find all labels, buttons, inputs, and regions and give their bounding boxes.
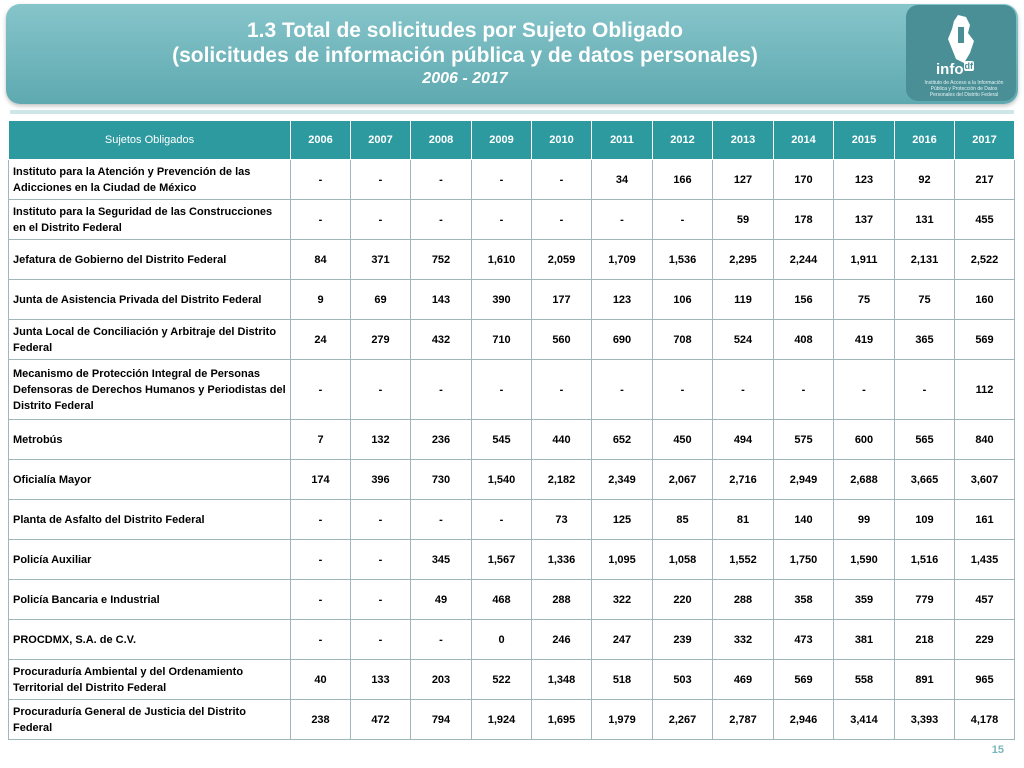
cell-value: 40 bbox=[291, 660, 351, 700]
cell-value: 396 bbox=[351, 460, 411, 500]
cell-value: 450 bbox=[653, 420, 713, 460]
cell-value: 1,979 bbox=[592, 700, 653, 740]
cell-value: 236 bbox=[411, 420, 472, 460]
row-subject: Procuraduría Ambiental y del Ordenamiento Territorial del Distrito Federal bbox=[9, 660, 291, 700]
cell-value: 522 bbox=[472, 660, 532, 700]
cell-value: 390 bbox=[472, 280, 532, 320]
cell-value: 288 bbox=[532, 580, 592, 620]
cell-value: 503 bbox=[653, 660, 713, 700]
title-years: 2006 - 2017 bbox=[422, 70, 508, 87]
cell-value: - bbox=[472, 160, 532, 200]
row-subject: Policía Bancaria e Industrial bbox=[9, 580, 291, 620]
divider bbox=[10, 110, 1014, 114]
cell-value: - bbox=[351, 200, 411, 240]
cell-value: 1,590 bbox=[834, 540, 895, 580]
row-subject: Junta de Asistencia Privada del Distrito Federal bbox=[9, 280, 291, 320]
table-row bbox=[9, 280, 1015, 320]
cell-value: 440 bbox=[532, 420, 592, 460]
header-year: 2017 bbox=[955, 121, 1015, 160]
cell-value: 518 bbox=[592, 660, 653, 700]
header-year: 2013 bbox=[713, 121, 774, 160]
cell-value: - bbox=[411, 160, 472, 200]
table-row bbox=[9, 200, 1015, 240]
cell-value: 3,414 bbox=[834, 700, 895, 740]
row-subject: Policía Auxiliar bbox=[9, 540, 291, 580]
cell-value: 288 bbox=[713, 580, 774, 620]
cell-value: 524 bbox=[713, 320, 774, 360]
cell-value: 752 bbox=[411, 240, 472, 280]
cell-value: 569 bbox=[955, 320, 1015, 360]
logo-subtitle: Instituto de Acceso a la Información Pública y Protección de Datos Personales del Distrito Federal bbox=[924, 80, 1004, 98]
cell-value: 203 bbox=[411, 660, 472, 700]
cell-value: 170 bbox=[774, 160, 834, 200]
cell-value: - bbox=[834, 360, 895, 420]
cell-value: 34 bbox=[592, 160, 653, 200]
cell-value: 730 bbox=[411, 460, 472, 500]
cell-value: 2,349 bbox=[592, 460, 653, 500]
cell-value: 1,610 bbox=[472, 240, 532, 280]
cell-value: 1,709 bbox=[592, 240, 653, 280]
title-line-1: 1.3 Total de solicitudes por Sujeto Obligado bbox=[247, 19, 683, 42]
header-year: 2012 bbox=[653, 121, 713, 160]
infodf-logo bbox=[906, 5, 1016, 101]
cell-value: 779 bbox=[895, 580, 955, 620]
header-year: 2009 bbox=[472, 121, 532, 160]
cell-value: 419 bbox=[834, 320, 895, 360]
cell-value: 1,095 bbox=[592, 540, 653, 580]
table-row bbox=[9, 240, 1015, 280]
cell-value: 2,267 bbox=[653, 700, 713, 740]
cell-value: 1,924 bbox=[472, 700, 532, 740]
cell-value: 160 bbox=[955, 280, 1015, 320]
table-row bbox=[9, 160, 1015, 200]
row-subject: Instituto para la Atención y Prevención de las Adicciones en la Ciudad de México bbox=[9, 160, 291, 200]
title-line-2: (solicitudes de información pública y de datos personales) bbox=[172, 44, 758, 67]
row-subject: Planta de Asfalto del Distrito Federal bbox=[9, 500, 291, 540]
cell-value: 558 bbox=[834, 660, 895, 700]
cell-value: - bbox=[592, 360, 653, 420]
cell-value: 472 bbox=[351, 700, 411, 740]
cell-value: 1,695 bbox=[532, 700, 592, 740]
cell-value: - bbox=[411, 500, 472, 540]
row-subject: Instituto para la Seguridad de las Construcciones en el Distrito Federal bbox=[9, 200, 291, 240]
cell-value: 7 bbox=[291, 420, 351, 460]
header-year: 2008 bbox=[411, 121, 472, 160]
cell-value: - bbox=[291, 200, 351, 240]
table-row bbox=[9, 500, 1015, 540]
cell-value: 1,567 bbox=[472, 540, 532, 580]
cell-value: - bbox=[291, 580, 351, 620]
cell-value: 359 bbox=[834, 580, 895, 620]
row-subject: Procuraduría General de Justicia del Distrito Federal bbox=[9, 700, 291, 740]
cell-value: 2,182 bbox=[532, 460, 592, 500]
cell-value: 455 bbox=[955, 200, 1015, 240]
cell-value: - bbox=[291, 360, 351, 420]
cell-value: 84 bbox=[291, 240, 351, 280]
row-subject: Jefatura de Gobierno del Distrito Federal bbox=[9, 240, 291, 280]
table-row bbox=[9, 460, 1015, 500]
cell-value: 239 bbox=[653, 620, 713, 660]
page-number: 15 bbox=[991, 744, 1004, 756]
cell-value: 133 bbox=[351, 660, 411, 700]
cell-value: 840 bbox=[955, 420, 1015, 460]
cell-value: - bbox=[291, 500, 351, 540]
cell-value: 432 bbox=[411, 320, 472, 360]
cell-value: 2,716 bbox=[713, 460, 774, 500]
header-year: 2014 bbox=[774, 121, 834, 160]
cell-value: 1,348 bbox=[532, 660, 592, 700]
cell-value: 9 bbox=[291, 280, 351, 320]
cell-value: 322 bbox=[592, 580, 653, 620]
cell-value: - bbox=[653, 360, 713, 420]
cell-value: 565 bbox=[895, 420, 955, 460]
cell-value: 575 bbox=[774, 420, 834, 460]
header-subject: Sujetos Obligados bbox=[9, 121, 291, 160]
cell-value: 690 bbox=[592, 320, 653, 360]
cell-value: 408 bbox=[774, 320, 834, 360]
cell-value: 217 bbox=[955, 160, 1015, 200]
header-year: 2015 bbox=[834, 121, 895, 160]
cell-value: 3,607 bbox=[955, 460, 1015, 500]
row-subject: Mecanismo de Protección Integral de Personas Defensoras de Derechos Humanos y Periodistas del Distrito Federal bbox=[9, 360, 291, 420]
header-year: 2010 bbox=[532, 121, 592, 160]
cell-value: 2,688 bbox=[834, 460, 895, 500]
cell-value: 161 bbox=[955, 500, 1015, 540]
cell-value: 92 bbox=[895, 160, 955, 200]
table-row bbox=[9, 660, 1015, 700]
cell-value: 247 bbox=[592, 620, 653, 660]
cell-value: 1,435 bbox=[955, 540, 1015, 580]
cell-value: 119 bbox=[713, 280, 774, 320]
title-banner bbox=[6, 4, 1018, 104]
cell-value: 132 bbox=[351, 420, 411, 460]
cell-value: 1,536 bbox=[653, 240, 713, 280]
cell-value: 2,244 bbox=[774, 240, 834, 280]
cell-value: 218 bbox=[895, 620, 955, 660]
cell-value: 2,131 bbox=[895, 240, 955, 280]
cell-value: 123 bbox=[592, 280, 653, 320]
header-year: 2007 bbox=[351, 121, 411, 160]
cell-value: 178 bbox=[774, 200, 834, 240]
cell-value: 75 bbox=[834, 280, 895, 320]
table-row bbox=[9, 360, 1015, 420]
cell-value: 365 bbox=[895, 320, 955, 360]
cell-value: 238 bbox=[291, 700, 351, 740]
cell-value: 106 bbox=[653, 280, 713, 320]
cell-value: 24 bbox=[291, 320, 351, 360]
cell-value: 2,787 bbox=[713, 700, 774, 740]
cell-value: 220 bbox=[653, 580, 713, 620]
requests-table bbox=[8, 120, 1015, 740]
header-year: 2011 bbox=[592, 121, 653, 160]
cell-value: 332 bbox=[713, 620, 774, 660]
header-year: 2006 bbox=[291, 121, 351, 160]
cell-value: 140 bbox=[774, 500, 834, 540]
cell-value: 279 bbox=[351, 320, 411, 360]
mexico-city-map-icon bbox=[946, 13, 976, 65]
row-subject: Junta Local de Conciliación y Arbitraje del Distrito Federal bbox=[9, 320, 291, 360]
cell-value: 708 bbox=[653, 320, 713, 360]
cell-value: 85 bbox=[653, 500, 713, 540]
cell-value: 127 bbox=[713, 160, 774, 200]
cell-value: 174 bbox=[291, 460, 351, 500]
cell-value: - bbox=[592, 200, 653, 240]
cell-value: - bbox=[532, 160, 592, 200]
cell-value: 246 bbox=[532, 620, 592, 660]
cell-value: - bbox=[774, 360, 834, 420]
cell-value: - bbox=[351, 160, 411, 200]
cell-value: - bbox=[291, 620, 351, 660]
cell-value: - bbox=[351, 360, 411, 420]
cell-value: 49 bbox=[411, 580, 472, 620]
cell-value: 109 bbox=[895, 500, 955, 540]
cell-value: 2,059 bbox=[532, 240, 592, 280]
cell-value: 69 bbox=[351, 280, 411, 320]
cell-value: 965 bbox=[955, 660, 1015, 700]
cell-value: 229 bbox=[955, 620, 1015, 660]
cell-value: 1,911 bbox=[834, 240, 895, 280]
cell-value: - bbox=[291, 540, 351, 580]
cell-value: 81 bbox=[713, 500, 774, 540]
cell-value: - bbox=[472, 500, 532, 540]
cell-value: 73 bbox=[532, 500, 592, 540]
cell-value: 125 bbox=[592, 500, 653, 540]
cell-value: 468 bbox=[472, 580, 532, 620]
row-subject: Oficialía Mayor bbox=[9, 460, 291, 500]
table-row bbox=[9, 420, 1015, 460]
cell-value: - bbox=[472, 200, 532, 240]
cell-value: 560 bbox=[532, 320, 592, 360]
cell-value: 1,540 bbox=[472, 460, 532, 500]
cell-value: 143 bbox=[411, 280, 472, 320]
cell-value: 457 bbox=[955, 580, 1015, 620]
cell-value: 2,522 bbox=[955, 240, 1015, 280]
cell-value: 469 bbox=[713, 660, 774, 700]
cell-value: 473 bbox=[774, 620, 834, 660]
cell-value: 1,516 bbox=[895, 540, 955, 580]
cell-value: - bbox=[532, 200, 592, 240]
cell-value: 891 bbox=[895, 660, 955, 700]
cell-value: 794 bbox=[411, 700, 472, 740]
cell-value: - bbox=[411, 620, 472, 660]
cell-value: - bbox=[895, 360, 955, 420]
header-year: 2016 bbox=[895, 121, 955, 160]
cell-value: - bbox=[351, 500, 411, 540]
row-subject: PROCDMX, S.A. de C.V. bbox=[9, 620, 291, 660]
cell-value: 1,336 bbox=[532, 540, 592, 580]
cell-value: 2,946 bbox=[774, 700, 834, 740]
cell-value: 75 bbox=[895, 280, 955, 320]
cell-value: 0 bbox=[472, 620, 532, 660]
cell-value: 123 bbox=[834, 160, 895, 200]
cell-value: - bbox=[532, 360, 592, 420]
cell-value: 99 bbox=[834, 500, 895, 540]
cell-value: 1,552 bbox=[713, 540, 774, 580]
cell-value: 545 bbox=[472, 420, 532, 460]
cell-value: - bbox=[411, 200, 472, 240]
page-title bbox=[6, 18, 924, 90]
cell-value: 3,665 bbox=[895, 460, 955, 500]
table-row bbox=[9, 700, 1015, 740]
cell-value: - bbox=[351, 580, 411, 620]
cell-value: 569 bbox=[774, 660, 834, 700]
cell-value: 710 bbox=[472, 320, 532, 360]
logo-wordmark: info$^{df}$ bbox=[936, 61, 973, 78]
cell-value: - bbox=[351, 620, 411, 660]
cell-value: - bbox=[291, 160, 351, 200]
table-header-row bbox=[9, 121, 1015, 160]
cell-value: 177 bbox=[532, 280, 592, 320]
cell-value: - bbox=[411, 360, 472, 420]
cell-value: 381 bbox=[834, 620, 895, 660]
cell-value: 59 bbox=[713, 200, 774, 240]
cell-value: 4,178 bbox=[955, 700, 1015, 740]
cell-value: 358 bbox=[774, 580, 834, 620]
cell-value: 3,393 bbox=[895, 700, 955, 740]
cell-value: 156 bbox=[774, 280, 834, 320]
cell-value: - bbox=[713, 360, 774, 420]
table-row bbox=[9, 320, 1015, 360]
cell-value: 2,295 bbox=[713, 240, 774, 280]
cell-value: 652 bbox=[592, 420, 653, 460]
cell-value: 600 bbox=[834, 420, 895, 460]
cell-value: - bbox=[351, 540, 411, 580]
cell-value: 1,750 bbox=[774, 540, 834, 580]
cell-value: 2,949 bbox=[774, 460, 834, 500]
cell-value: 1,058 bbox=[653, 540, 713, 580]
table-row bbox=[9, 540, 1015, 580]
table-row bbox=[9, 620, 1015, 660]
cell-value: - bbox=[472, 360, 532, 420]
row-subject: Metrobús bbox=[9, 420, 291, 460]
cell-value: 137 bbox=[834, 200, 895, 240]
cell-value: - bbox=[653, 200, 713, 240]
cell-value: 345 bbox=[411, 540, 472, 580]
cell-value: 2,067 bbox=[653, 460, 713, 500]
cell-value: 166 bbox=[653, 160, 713, 200]
cell-value: 494 bbox=[713, 420, 774, 460]
cell-value: 131 bbox=[895, 200, 955, 240]
cell-value: 371 bbox=[351, 240, 411, 280]
cell-value: 112 bbox=[955, 360, 1015, 420]
table-row bbox=[9, 580, 1015, 620]
